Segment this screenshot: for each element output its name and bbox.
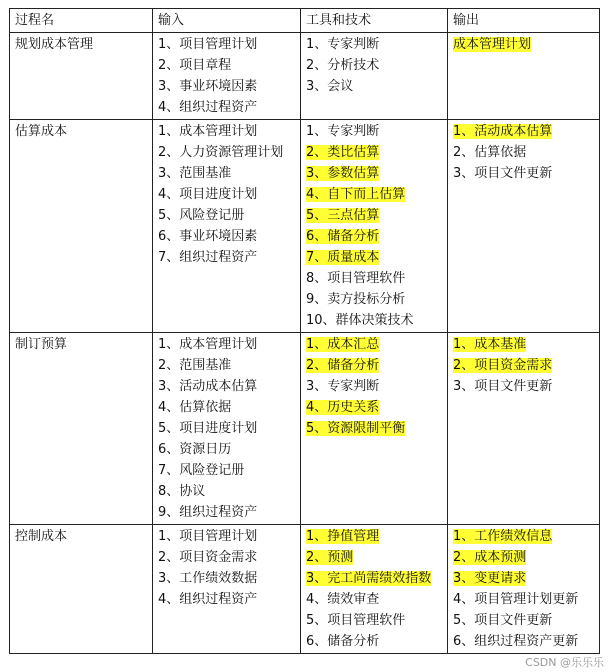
list-item [306, 205, 442, 226]
item-text: 2、人力资源管理计划 [158, 145, 284, 160]
tools-cell [301, 333, 448, 525]
item-text: 9、卖方投标分析 [306, 292, 406, 307]
process-name-cell [10, 333, 153, 525]
highlighted-item-text: 2、项目资金需求 [453, 358, 553, 373]
cost-management-process-table [9, 8, 600, 654]
list-item [453, 355, 594, 376]
highlighted-item-text: 成本管理计划 [453, 37, 532, 52]
item-text: 4、项目管理计划更新 [453, 592, 579, 607]
list-item [453, 526, 594, 547]
list-item [453, 568, 594, 589]
list-item [306, 526, 442, 547]
tools-cell [301, 525, 448, 654]
highlighted-item-text: 1、挣值管理 [306, 529, 380, 544]
list-item [306, 376, 442, 397]
list-item [158, 547, 295, 568]
list-item [158, 226, 295, 247]
highlighted-item-text: 3、变更请求 [453, 571, 527, 586]
list-item [306, 121, 442, 142]
list-item [306, 568, 442, 589]
highlighted-item-text: 1、成本汇总 [306, 337, 380, 352]
list-item [306, 268, 442, 289]
list-item [306, 589, 442, 610]
list-item [306, 247, 442, 268]
list-item [306, 76, 442, 97]
list-item [158, 355, 295, 376]
item-text: 3、项目文件更新 [453, 379, 553, 394]
list-item [306, 226, 442, 247]
item-text: 1、项目管理计划 [158, 37, 258, 52]
list-item [306, 184, 442, 205]
tools-cell [301, 120, 448, 333]
process-name: 控制成本 [15, 529, 68, 544]
list-item [306, 142, 442, 163]
list-item [158, 97, 295, 118]
item-text: 5、风险登记册 [158, 208, 245, 223]
list-item [306, 163, 442, 184]
highlighted-item-text: 4、历史关系 [306, 400, 380, 415]
table-header-row [10, 9, 600, 33]
highlighted-item-text: 2、成本预测 [453, 550, 527, 565]
item-text: 1、项目管理计划 [158, 529, 258, 544]
process-name: 估算成本 [15, 124, 68, 139]
item-text: 10、群体决策技术 [306, 313, 414, 328]
list-item [158, 526, 295, 547]
list-item [158, 502, 295, 523]
list-item [306, 310, 442, 331]
list-item [158, 205, 295, 226]
header-inputs: 输入 [153, 9, 301, 33]
item-text: 4、绩效审查 [306, 592, 380, 607]
list-item [158, 163, 295, 184]
table-row [10, 333, 600, 525]
list-item [453, 34, 594, 55]
highlighted-item-text: 6、储备分析 [306, 229, 380, 244]
inputs-cell [153, 333, 301, 525]
list-item [453, 631, 594, 652]
highlighted-item-text: 5、三点估算 [306, 208, 380, 223]
item-text: 2、项目资金需求 [158, 550, 258, 565]
item-text: 5、项目文件更新 [453, 613, 553, 628]
list-item [306, 631, 442, 652]
item-text: 6、事业环境因素 [158, 229, 258, 244]
item-text: 7、组织过程资产 [158, 250, 258, 265]
list-item [158, 376, 295, 397]
list-item [306, 34, 442, 55]
list-item [158, 247, 295, 268]
list-item [158, 121, 295, 142]
process-name-cell [10, 33, 153, 120]
highlighted-item-text: 2、预测 [306, 550, 354, 565]
list-item [158, 184, 295, 205]
item-text: 4、估算依据 [158, 400, 232, 415]
list-item [453, 589, 594, 610]
item-text: 3、工作绩效数据 [158, 571, 258, 586]
highlighted-item-text: 1、活动成本估算 [453, 124, 553, 139]
list-item [158, 334, 295, 355]
list-item [453, 376, 594, 397]
outputs-cell [448, 333, 600, 525]
highlighted-item-text: 1、工作绩效信息 [453, 529, 553, 544]
header-process-name: 过程名 [10, 9, 153, 33]
list-item [158, 589, 295, 610]
item-text: 3、会议 [306, 79, 354, 94]
item-text: 2、范围基准 [158, 358, 232, 373]
highlighted-item-text: 2、储备分析 [306, 358, 380, 373]
highlighted-item-text: 3、参数估算 [306, 166, 380, 181]
item-text: 5、项目进度计划 [158, 421, 258, 436]
highlighted-item-text: 2、类比估算 [306, 145, 380, 160]
list-item [306, 397, 442, 418]
list-item [158, 55, 295, 76]
item-text: 1、专家判断 [306, 37, 380, 52]
list-item [453, 163, 594, 184]
list-item [306, 289, 442, 310]
item-text: 6、组织过程资产更新 [453, 634, 579, 649]
list-item [453, 142, 594, 163]
list-item [158, 397, 295, 418]
list-item [306, 610, 442, 631]
highlighted-item-text: 7、质量成本 [306, 250, 380, 265]
item-text: 6、储备分析 [306, 634, 380, 649]
list-item [158, 34, 295, 55]
list-item [158, 568, 295, 589]
tools-cell [301, 33, 448, 120]
list-item [306, 334, 442, 355]
list-item [306, 355, 442, 376]
table-body [10, 33, 600, 654]
item-text: 1、成本管理计划 [158, 124, 258, 139]
list-item [158, 481, 295, 502]
list-item [158, 460, 295, 481]
table-row [10, 525, 600, 654]
list-item [453, 334, 594, 355]
list-item [158, 142, 295, 163]
item-text: 3、事业环境因素 [158, 79, 258, 94]
inputs-cell [153, 120, 301, 333]
outputs-cell [448, 525, 600, 654]
list-item [306, 547, 442, 568]
process-name: 规划成本管理 [15, 37, 94, 52]
item-text: 2、项目章程 [158, 58, 232, 73]
outputs-cell [448, 33, 600, 120]
item-text: 3、专家判断 [306, 379, 380, 394]
highlighted-item-text: 3、完工尚需绩效指数 [306, 571, 432, 586]
item-text: 1、专家判断 [306, 124, 380, 139]
item-text: 2、估算依据 [453, 145, 527, 160]
item-text: 5、项目管理软件 [306, 613, 406, 628]
table-row [10, 33, 600, 120]
inputs-cell [153, 33, 301, 120]
list-item [158, 439, 295, 460]
item-text: 8、项目管理软件 [306, 271, 406, 286]
outputs-cell [448, 120, 600, 333]
list-item [453, 547, 594, 568]
list-item [158, 418, 295, 439]
list-item [306, 55, 442, 76]
item-text: 4、组织过程资产 [158, 100, 258, 115]
highlighted-item-text: 5、资源限制平衡 [306, 421, 406, 436]
list-item [453, 610, 594, 631]
header-tools-techniques: 工具和技术 [301, 9, 448, 33]
item-text: 7、风险登记册 [158, 463, 245, 478]
item-text: 4、项目进度计划 [158, 187, 258, 202]
item-text: 1、成本管理计划 [158, 337, 258, 352]
item-text: 3、活动成本估算 [158, 379, 258, 394]
process-name-cell [10, 525, 153, 654]
header-outputs: 输出 [448, 9, 600, 33]
table-row [10, 120, 600, 333]
list-item [306, 418, 442, 439]
highlighted-item-text: 4、自下而上估算 [306, 187, 406, 202]
item-text: 6、资源日历 [158, 442, 232, 457]
item-text: 4、组织过程资产 [158, 592, 258, 607]
item-text: 2、分析技术 [306, 58, 380, 73]
list-item [158, 76, 295, 97]
list-item [453, 121, 594, 142]
process-name-cell [10, 120, 153, 333]
item-text: 9、组织过程资产 [158, 505, 258, 520]
process-name: 制订预算 [15, 337, 68, 352]
item-text: 8、协议 [158, 484, 206, 499]
watermark-signature: CSDN @乐乐乐 [525, 656, 604, 669]
highlighted-item-text: 1、成本基准 [453, 337, 527, 352]
item-text: 3、项目文件更新 [453, 166, 553, 181]
inputs-cell [153, 525, 301, 654]
item-text: 3、范围基准 [158, 166, 232, 181]
